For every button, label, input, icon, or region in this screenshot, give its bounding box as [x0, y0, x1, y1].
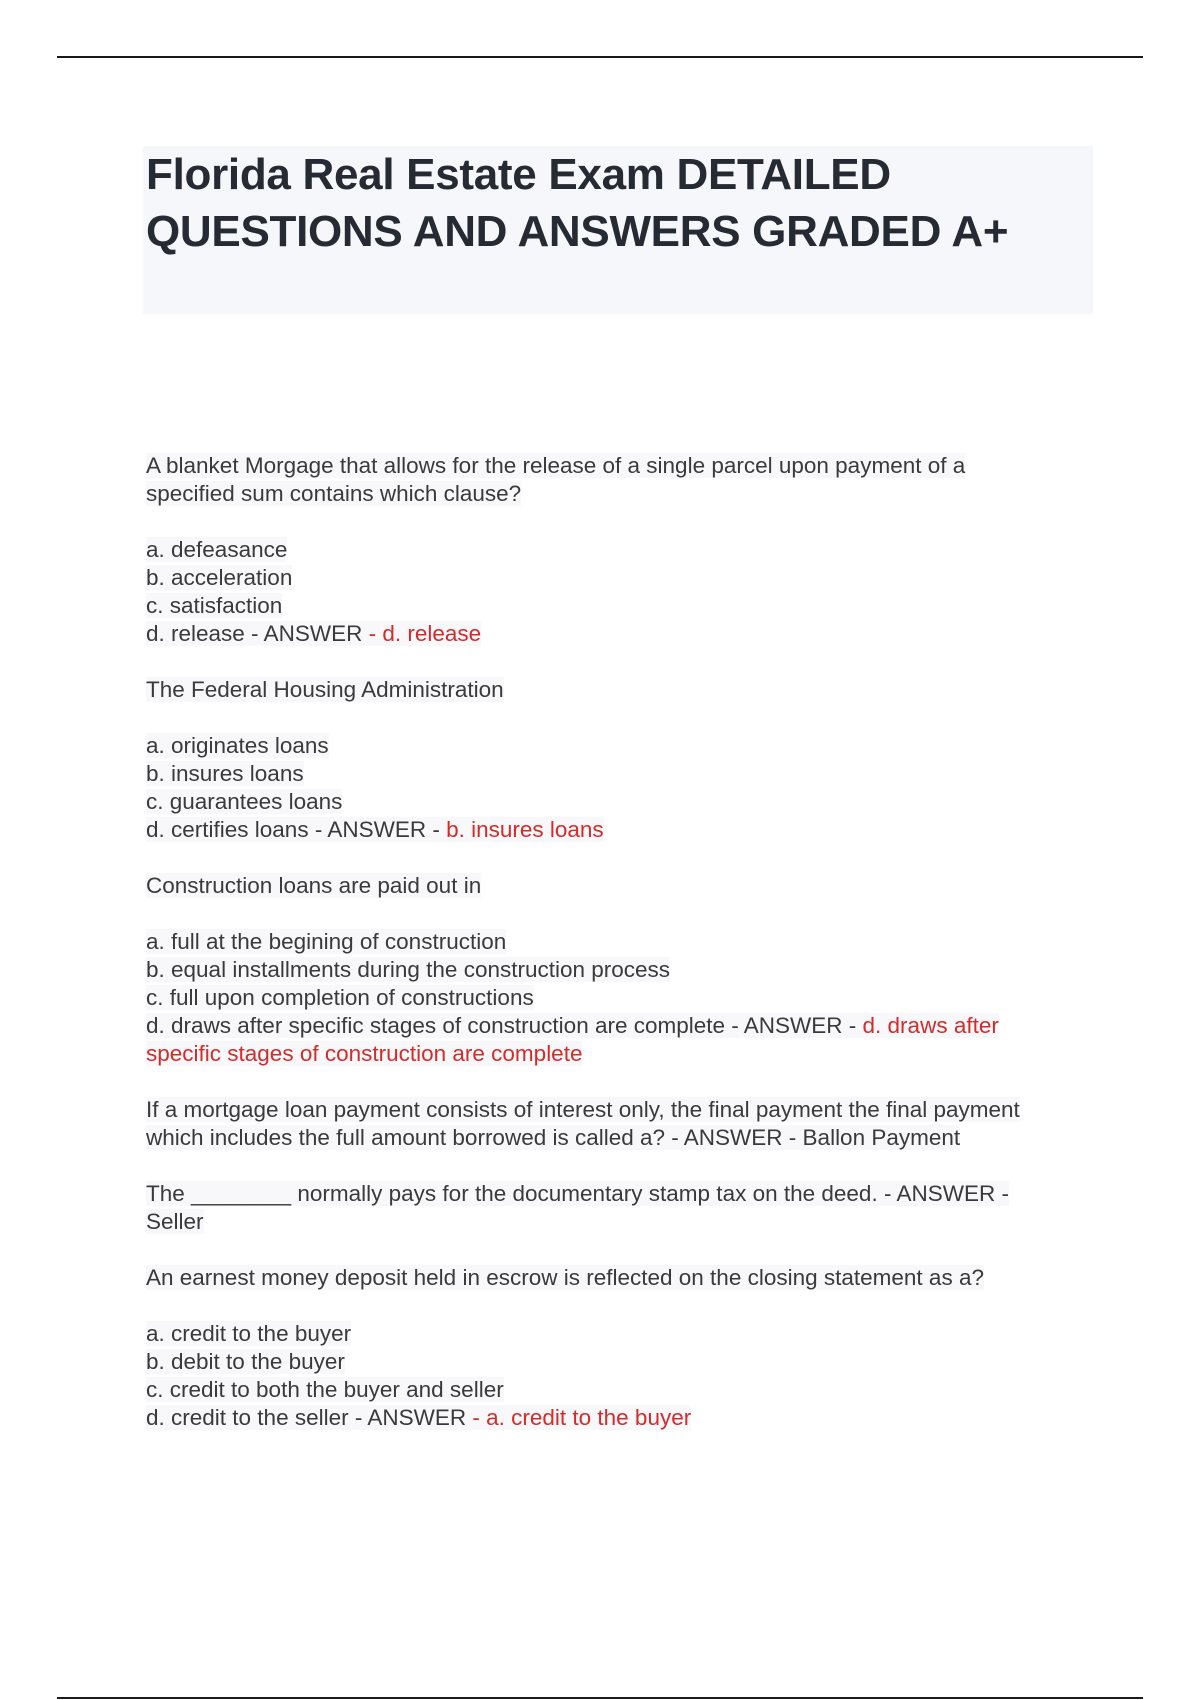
- document-title: Florida Real Estate Exam DETAILED QUESTIONS AND ANSWERS GRADED A+: [146, 150, 1009, 256]
- option-b: b. acceleration: [146, 565, 293, 590]
- question-text: The Federal Housing Administration: [146, 677, 504, 702]
- question-text: A blanket Morgage that allows for the release of a single parcel upon payment of a: [146, 453, 966, 478]
- question-answer-text: The ________ normally pays for the documentary stamp tax on the deed. - ANSWER -: [146, 1181, 1009, 1206]
- bottom-rule: [57, 1697, 1143, 1699]
- question-text: An earnest money deposit held in escrow is reflected on the closing statement as a?: [146, 1265, 984, 1290]
- option-c: c. credit to both the buyer and seller: [146, 1377, 504, 1402]
- question-block: [146, 1180, 1096, 1236]
- answer-text: b. insures loans: [446, 817, 604, 842]
- question-block: [146, 1096, 1096, 1152]
- option-c: c. full upon completion of constructions: [146, 985, 534, 1010]
- question-text: Construction loans are paid out in: [146, 873, 482, 898]
- option-c: c. guarantees loans: [146, 789, 343, 814]
- option-b: b. equal installments during the construction process: [146, 957, 671, 982]
- title-block: [143, 146, 1093, 314]
- answer-text-continued: specific stages of construction are complete: [146, 1041, 583, 1066]
- option-d: d. draws after specific stages of construction are complete - ANSWER -: [146, 1013, 863, 1038]
- answer-text: - d. release: [362, 621, 482, 646]
- top-rule: [57, 56, 1143, 58]
- answer-text: d. draws after: [862, 1013, 999, 1038]
- question-block: [146, 872, 1096, 1068]
- option-c: c. satisfaction: [146, 593, 283, 618]
- option-a: a. full at the begining of construction: [146, 929, 507, 954]
- question-answer-text: Seller: [146, 1209, 204, 1234]
- question-answer-text: which includes the full amount borrowed is called a? - ANSWER - Ballon Payment: [146, 1125, 961, 1150]
- option-d: d. credit to the seller - ANSWER: [146, 1405, 467, 1430]
- option-a: a. originates loans: [146, 733, 329, 758]
- option-d: d. release - ANSWER: [146, 621, 363, 646]
- option-b: b. insures loans: [146, 761, 304, 786]
- question-block: [146, 1264, 1096, 1432]
- question-block: [146, 676, 1096, 844]
- question-block: [146, 452, 1096, 648]
- document-body: [146, 452, 1096, 1432]
- answer-text: - a. credit to the buyer: [466, 1405, 692, 1430]
- option-a: a. defeasance: [146, 537, 288, 562]
- option-d: d. certifies loans - ANSWER -: [146, 817, 447, 842]
- question-text: specified sum contains which clause?: [146, 481, 522, 506]
- option-b: b. debit to the buyer: [146, 1349, 345, 1374]
- option-a: a. credit to the buyer: [146, 1321, 352, 1346]
- question-answer-text: If a mortgage loan payment consists of interest only, the final payment the final payment: [146, 1097, 1020, 1122]
